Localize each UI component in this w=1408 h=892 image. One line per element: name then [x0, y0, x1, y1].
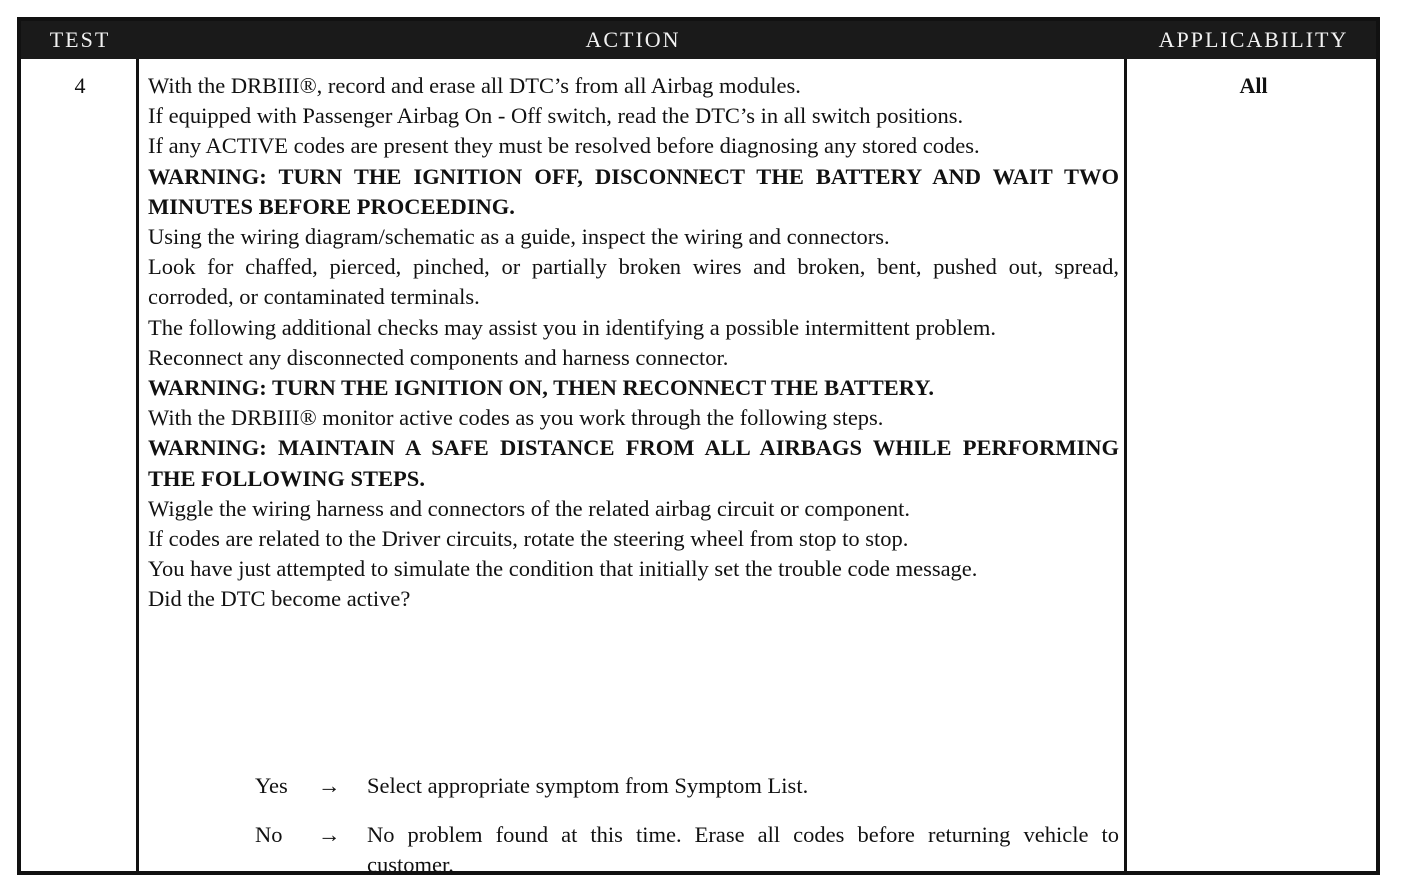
column-divider — [136, 59, 139, 871]
warning-line: WARNING: MAINTAIN A SAFE DISTANCE FROM ALL AIRBAGS WHILE PERFORMING THE FOLLOWING STEPS. — [148, 435, 1119, 491]
action-line: Look for chaffed, pierced, pinched, or partially broken wires and broken, bent, pushed out, spread, corroded, or contaminated terminals. — [148, 254, 1119, 310]
diagnostic-table — [17, 17, 1380, 875]
no-result: No problem found at this time. Erase all codes before returning vehicle to customer. — [367, 822, 1119, 877]
action-line: If codes are related to the Driver circuits, rotate the steering wheel from stop to stop. — [148, 526, 909, 552]
header-action: ACTION — [585, 27, 681, 52]
header-test: TEST — [49, 27, 111, 52]
action-line: You have just attempted to simulate the condition that initially set the trouble code message. — [148, 556, 978, 582]
action-line: Wiggle the wiring harness and connectors of the related airbag circuit or component. — [148, 495, 910, 521]
action-question: Did the DTC become active? — [148, 586, 411, 612]
table-header — [21, 21, 1376, 59]
arrow-icon: → — [318, 773, 341, 798]
header-applicability: APPLICABILITY — [1158, 27, 1349, 52]
yes-result: Select appropriate symptom from Symptom List. — [367, 773, 809, 798]
action-cell — [148, 71, 1119, 877]
action-line: The following additional checks may assist you in identifying a possible intermittent problem. — [148, 314, 996, 340]
action-line: With the DRBIII® monitor active codes as you work through the following steps. — [148, 405, 884, 431]
column-divider — [1124, 59, 1127, 871]
arrow-icon: → — [318, 822, 341, 847]
warning-line: WARNING: TURN THE IGNITION ON, THEN RECONNECT THE BATTERY. — [148, 375, 935, 401]
no-label: No — [255, 822, 283, 847]
action-line: If any ACTIVE codes are present they must be resolved before diagnosing any stored codes. — [148, 133, 980, 159]
warning-line: WARNING: TURN THE IGNITION OFF, DISCONNECT THE BATTERY AND WAIT TWO MINUTES BEFORE PROCEEDING. — [148, 163, 1119, 219]
applicability-value: All — [1239, 73, 1268, 98]
yes-label: Yes — [255, 773, 288, 798]
action-line: Reconnect any disconnected components and harness connector. — [148, 344, 729, 370]
action-line: With the DRBIII®, record and erase all DTC’s from all Airbag modules. — [148, 73, 801, 98]
action-line: Using the wiring diagram/schematic as a guide, inspect the wiring and connectors. — [148, 224, 890, 250]
test-number: 4 — [74, 73, 86, 98]
action-line: If equipped with Passenger Airbag On - Off switch, read the DTC’s in all switch positions. — [148, 103, 964, 129]
